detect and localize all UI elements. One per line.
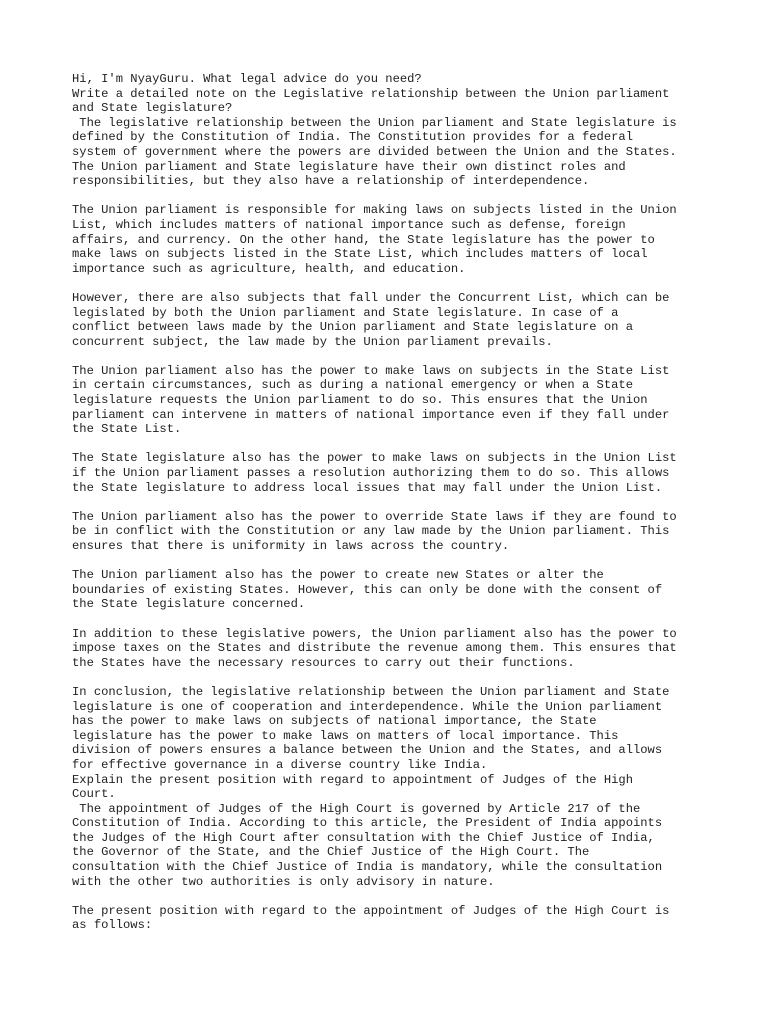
text-line: The State legislature also has the power to make laws on subjects in the Union List	[72, 451, 677, 466]
text-line: in certain circumstances, such as during a national emergency or when a State	[72, 378, 633, 393]
text-line: The appointment of Judges of the High Court is governed by Article 217 of the	[72, 801, 641, 816]
text-line: The Union parliament and State legislature have their own distinct roles and	[72, 159, 626, 174]
paragraph	[72, 451, 712, 495]
question-1	[72, 87, 712, 116]
paragraph	[72, 685, 712, 773]
text-line: responsibilities, but they also have a relationship of interdependence.	[72, 174, 590, 189]
text-line: consultation with the Chief Justice of India is mandatory, while the consultation	[72, 860, 663, 875]
question-line: and State legislature?	[72, 101, 233, 116]
text-line: The Union parliament also has the power to make laws on subjects in the State List	[72, 363, 670, 378]
text-line: boundaries of existing States. However, this can only be done with the consent of	[72, 582, 663, 597]
answer-1	[72, 116, 712, 773]
text-line: The Union parliament also has the power to create new States or alter the	[72, 568, 604, 583]
answer-2	[72, 802, 712, 933]
text-line: The present position with regard to the appointment of Judges of the High Court is	[72, 903, 670, 918]
paragraph	[72, 291, 712, 349]
paragraph	[72, 627, 712, 671]
paragraph	[72, 116, 712, 189]
text-line: impose taxes on the States and distribute the revenue among them. This ensures that	[72, 641, 677, 656]
paragraph-gap	[72, 189, 712, 204]
text-line: the States have the necessary resources to carry out their functions.	[72, 655, 575, 670]
text-line: ensures that there is uniformity in laws across the country.	[72, 539, 510, 553]
text-line: In conclusion, the legislative relationship between the Union parliament and State	[72, 684, 670, 699]
text-line: if the Union parliament passes a resolution authorizing them to do so. This allows	[72, 466, 670, 481]
paragraph	[72, 802, 712, 890]
text-line: with the other two authorities is only advisory in nature.	[72, 874, 495, 889]
paragraph-gap	[72, 437, 712, 452]
text-line: conflict between laws made by the Union parliament and State legislature on a	[72, 320, 633, 335]
text-line: Constitution of India. According to this article, the President of India appoints	[72, 816, 663, 831]
text-line: the State legislature to address local issues that may fall under the Union List.	[72, 480, 663, 495]
paragraph	[72, 568, 712, 612]
text-line: importance such as agriculture, health, and education.	[72, 261, 466, 276]
question-line: Explain the present position with regard to appointment of Judges of the High	[72, 772, 633, 787]
text-line: The legislative relationship between the Union parliament and State legislature is	[72, 115, 677, 130]
text-line: defined by the Constitution of India. The Constitution provides for a federal	[72, 130, 633, 145]
paragraph-gap	[72, 276, 712, 291]
paragraph	[72, 510, 712, 554]
text-line: division of powers ensures a balance between the Union and the States, and allows	[72, 743, 663, 758]
text-line: List, which includes matters of national importance such as defense, foreign	[72, 217, 626, 232]
text-line: as follows:	[72, 918, 153, 933]
greeting-line: Hi, I'm NyayGuru. What legal advice do you need?	[72, 72, 422, 86]
paragraph	[72, 364, 712, 437]
text-line: system of government where the powers are divided between the Union and the States.	[72, 144, 677, 159]
question-line: Write a detailed note on the Legislative relationship between the Union parliament	[72, 86, 670, 101]
text-line: the Judges of the High Court after consultation with the Chief Justice of India,	[72, 830, 655, 845]
text-line: parliament can intervene in matters of national importance even if they fall under	[72, 407, 670, 422]
text-line: legislature is one of cooperation and interdependence. While the Union parliament	[72, 699, 663, 714]
text-line: make laws on subjects listed in the State List, which includes matters of local	[72, 247, 648, 262]
paragraph	[72, 203, 712, 276]
text-line: affairs, and currency. On the other hand, the State legislature has the power to	[72, 232, 655, 247]
paragraph-gap	[72, 889, 712, 904]
question-line: Court.	[72, 787, 116, 802]
text-line: The Union parliament is responsible for making laws on subjects listed in the Union	[72, 203, 677, 218]
paragraph-gap	[72, 495, 712, 510]
text-line: the Governor of the State, and the Chief Justice of the High Court. The	[72, 845, 590, 860]
chat-transcript	[72, 72, 712, 933]
paragraph-gap	[72, 670, 712, 685]
text-line: be in conflict with the Constitution or any law made by the Union parliament. This	[72, 524, 670, 539]
text-line: However, there are also subjects that fall under the Concurrent List, which can be	[72, 290, 670, 305]
text-line: legislated by both the Union parliament and State legislature. In case of a	[72, 305, 619, 320]
text-line: has the power to make laws on subjects of national importance, the State	[72, 714, 597, 729]
question-2	[72, 773, 712, 802]
text-line: the State List.	[72, 422, 182, 437]
paragraph	[72, 904, 712, 933]
text-line: concurrent subject, the law made by the Union parliament prevails.	[72, 334, 553, 349]
text-line: the State legislature concerned.	[72, 597, 306, 612]
paragraph-gap	[72, 612, 712, 627]
text-line: legislature has the power to make laws on matters of local importance. This	[72, 728, 619, 743]
paragraph-gap	[72, 554, 712, 569]
paragraph-gap	[72, 349, 712, 364]
text-line: for effective governance in a diverse country like India.	[72, 757, 488, 772]
text-line: The Union parliament also has the power to override State laws if they are found to	[72, 509, 677, 524]
text-line: legislature requests the Union parliament to do so. This ensures that the Union	[72, 393, 648, 408]
text-line: In addition to these legislative powers, the Union parliament also has the power to	[72, 626, 677, 641]
